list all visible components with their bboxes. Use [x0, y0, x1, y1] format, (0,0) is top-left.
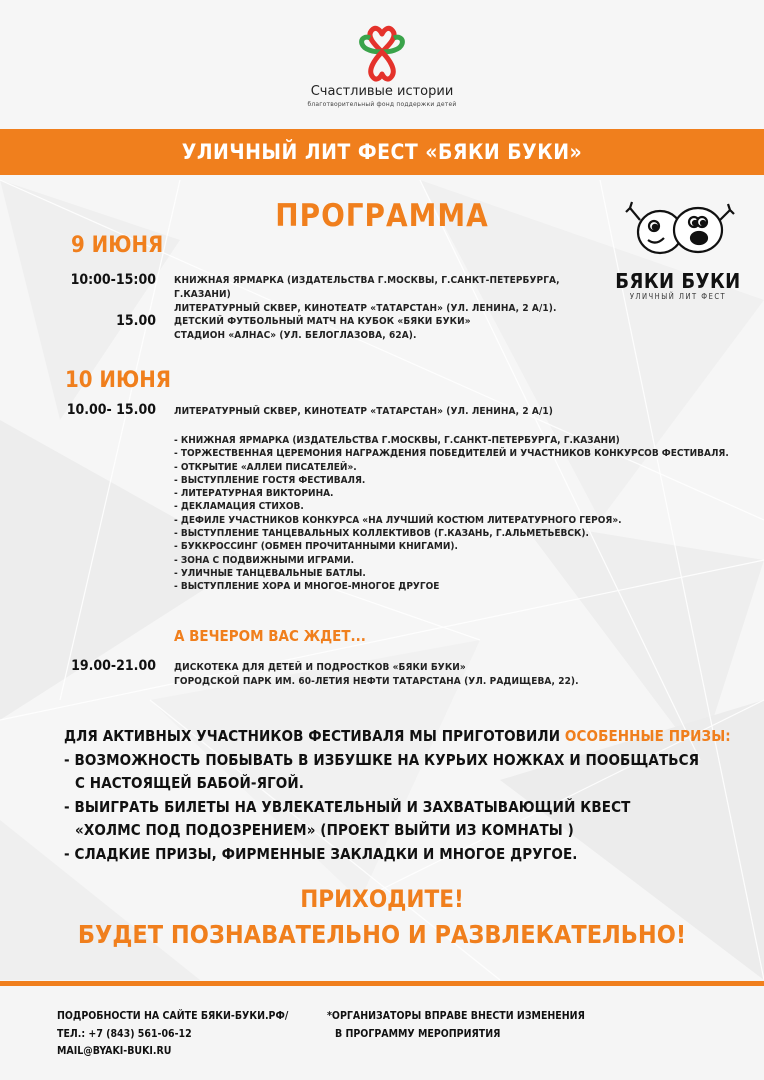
brand-tagline: УЛИЧНЫЙ ЛИТ ФЕСТ: [629, 292, 727, 301]
program-title: ПРОГРАММА: [275, 198, 489, 234]
prize-line: - СЛАДКИЕ ПРИЗЫ, ФИРМЕННЫЕ ЗАКЛАДКИ И МНОГОЕ ДРУГОЕ.: [64, 844, 578, 863]
day1-event2-time: 15.00: [116, 313, 156, 329]
evening-desc: [174, 661, 614, 689]
list-item: - УЛИЧНЫЕ ТАНЦЕВАЛЬНЫЕ БАТЛЫ.: [174, 567, 366, 579]
prize-line: С НАСТОЯЩЕЙ БАБОЙ-ЯГОЙ.: [75, 774, 304, 792]
day2-time: 10.00- 15.00: [66, 402, 156, 418]
cta-line2: БУДЕТ ПОЗНАВАТЕЛЬНО И РАЗВЛЕКАТЕЛЬНО!: [77, 920, 687, 949]
prize-line: «ХОЛМС ПОД ПОДОЗРЕНИЕМ» (ПРОЕКТ ВЫЙТИ ИЗ КОМНАТЫ ): [75, 821, 574, 839]
prize-line: - ВЫИГРАТЬ БИЛЕТЫ НА УВЛЕКАТЕЛЬНЫЙ И ЗАХВАТЫВАЮЩИЙ КВЕСТ: [64, 797, 631, 816]
list-item: - ЛИТЕРАТУРНАЯ ВИКТОРИНА.: [174, 488, 334, 500]
prizes-section: [64, 725, 731, 866]
day1-event1-time: 10:00-15:00: [70, 272, 156, 288]
list-item: - ТОРЖЕСТВЕННАЯ ЦЕРЕМОНИЯ НАГРАЖДЕНИЯ ПОБЕДИТЕЛЕЙ И УЧАСТНИКОВ КОНКУРСОВ ФЕСТИВАЛЯ.: [174, 448, 729, 460]
text-line: ДЕТСКИЙ ФУТБОЛЬНЫЙ МАТЧ НА КУБОК «БЯКИ БУКИ»: [174, 316, 471, 327]
text-line: КНИЖНАЯ ЯРМАРКА (ИЗДАТЕЛЬСТВА Г.МОСКВЫ, Г.САНКТ-ПЕТЕРБУРГА, Г.КАЗАНИ): [174, 275, 560, 300]
list-item: - ДЕКЛАМАЦИЯ СТИХОВ.: [174, 501, 304, 513]
list-item: - ВЫСТУПЛЕНИЕ ГОСТЯ ФЕСТИВАЛЯ.: [174, 474, 366, 486]
prize-line: - ВОЗМОЖНОСТЬ ПОБЫВАТЬ В ИЗБУШКЕ НА КУРЬИХ НОЖКАХ И ПООБЩАТЬСЯ: [64, 750, 700, 769]
list-item: - БУККРОССИНГ (ОБМЕН ПРОЧИТАННЫМИ КНИГАМИ).: [174, 541, 458, 553]
prizes-highlight: ОСОБЕННЫЕ ПРИЗЫ:: [564, 727, 731, 745]
brand-name: БЯКИ БУКИ: [615, 269, 741, 293]
list-item: - КНИЖНАЯ ЯРМАРКА (ИЗДАТЕЛЬСТВА Г.МОСКВЫ, Г.САНКТ-ПЕТЕРБУРГА, Г.КАЗАНИ): [174, 435, 620, 446]
day1-date: 9 ИЮНЯ: [71, 233, 164, 258]
list-item: - ВЫСТУПЛЕНИЕ ХОРА И МНОГОЕ-МНОГОЕ ДРУГОЕ: [174, 581, 440, 593]
day1-event2-desc: [174, 315, 594, 343]
prizes-intro-text: ДЛЯ АКТИВНЫХ УЧАСТНИКОВ ФЕСТИВАЛЯ МЫ ПРИГОТОВИЛИ: [64, 727, 561, 745]
list-item: - ОТКРЫТИЕ «АЛЛЕИ ПИСАТЕЛЕЙ».: [174, 461, 357, 473]
text-line: СТАДИОН «АЛНАС» (УЛ. БЕЛОГЛАЗОВА, 62А).: [174, 330, 417, 341]
list-item: - ВЫСТУПЛЕНИЕ ТАНЦЕВАЛЬНЫХ КОЛЛЕКТИВОВ (Г.КАЗАНЬ, Г.АЛЬМЕТЬЕВСК).: [174, 528, 589, 540]
list-item: - ДЕФИЛЕ УЧАСТНИКОВ КОНКУРСА «НА ЛУЧШИЙ КОСТЮМ ЛИТЕРАТУРНОГО ГЕРОЯ».: [174, 514, 622, 526]
evening-time: 19.00-21.00: [71, 658, 156, 674]
cta-line1: ПРИХОДИТЕ!: [300, 885, 464, 913]
day1-event1-desc: [174, 274, 594, 316]
footer-site[interactable]: ПОДРОБНОСТИ НА САЙТЕ БЯКИ-БУКИ.РФ/: [57, 1010, 289, 1022]
day2-date: 10 ИЮНЯ: [65, 368, 172, 393]
text-line: ЛИТЕРАТУРНЫЙ СКВЕР, КИНОТЕАТР «ТАТАРСТАН» (УЛ. ЛЕНИНА, 2 А/1).: [174, 303, 557, 314]
footer-contacts: [57, 1008, 288, 1061]
footer-note: [327, 1008, 585, 1043]
clover-hearts-logo: [344, 22, 420, 86]
day2-location: ЛИТЕРАТУРНЫЙ СКВЕР, КИНОТЕАТР «ТАТАРСТАН» (УЛ. ЛЕНИНА, 2 А/1): [174, 406, 553, 417]
list-item: - ЗОНА С ПОДВИЖНЫМИ ИГРАМИ.: [174, 554, 355, 566]
text-line: ДИСКОТЕКА ДЛЯ ДЕТЕЙ И ПОДРОСТКОВ «БЯКИ БУКИ»: [174, 662, 466, 673]
footer-divider: [0, 981, 764, 986]
footer-phone: ТЕЛ.: +7 (843) 561-06-12: [57, 1027, 192, 1040]
org-name: Счастливые истории: [310, 84, 454, 99]
footer-note-line2: В ПРОГРАММУ МЕРОПРИЯТИЯ: [335, 1027, 501, 1040]
evening-heading: А ВЕЧЕРОМ ВАС ЖДЕТ...: [174, 627, 366, 645]
footer-note-line1: *ОРГАНИЗАТОРЫ ВПРАВЕ ВНЕСТИ ИЗМЕНЕНИЯ: [327, 1010, 585, 1022]
festival-title: УЛИЧНЫЙ ЛИТ ФЕСТ «БЯКИ БУКИ»: [181, 140, 583, 164]
footer-email[interactable]: MAIL@BYAKI-BUKI.RU: [57, 1045, 172, 1057]
day2-activities-list: [174, 434, 734, 594]
prizes-intro: [64, 725, 731, 749]
org-subtitle: благотворительный фонд поддержки детей: [307, 101, 457, 108]
text-line: ГОРОДСКОЙ ПАРК ИМ. 60-ЛЕТИЯ НЕФТИ ТАТАРСТАНА (УЛ. РАДИЩЕВА, 22).: [174, 676, 579, 687]
